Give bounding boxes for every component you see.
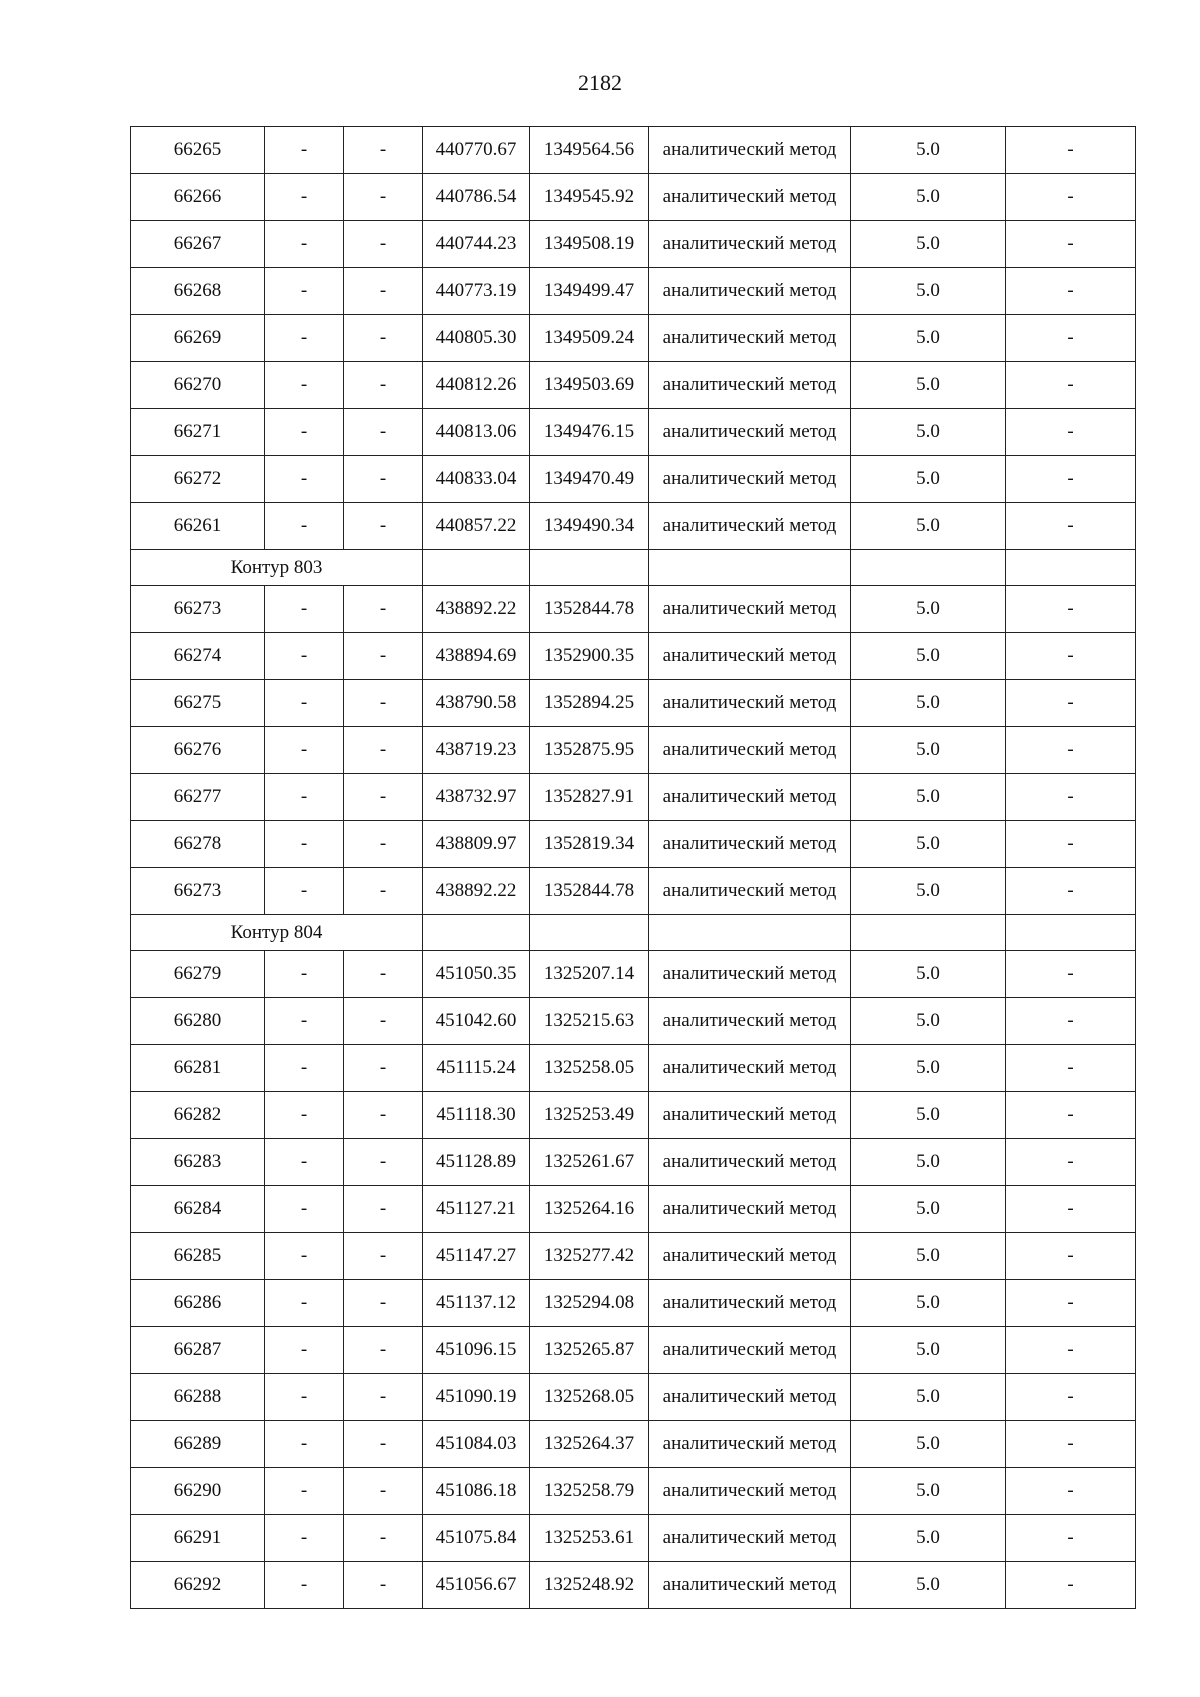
method-cell: аналитический метод [649,868,851,915]
table-row [131,127,1136,174]
point-number-cell: 66268 [131,268,265,315]
col3-cell: - [344,362,423,409]
empty-cell [851,915,1006,951]
accuracy-cell: 5.0 [851,174,1006,221]
point-number-cell: 66273 [131,586,265,633]
y-coordinate-cell: 1349545.92 [530,174,649,221]
col3-cell: - [344,633,423,680]
x-coordinate-cell: 451096.15 [423,1327,530,1374]
table-row [131,1421,1136,1468]
x-coordinate-cell: 451050.35 [423,951,530,998]
x-coordinate-cell: 440786.54 [423,174,530,221]
col8-cell: - [1006,127,1136,174]
col2-cell: - [265,586,344,633]
col8-cell: - [1006,1233,1136,1280]
point-number-cell: 66285 [131,1233,265,1280]
col2-cell: - [265,774,344,821]
col3-cell: - [344,1139,423,1186]
method-cell: аналитический метод [649,633,851,680]
y-coordinate-cell: 1325258.79 [530,1468,649,1515]
col2-cell: - [265,868,344,915]
table-row [131,503,1136,550]
accuracy-cell: 5.0 [851,1280,1006,1327]
accuracy-cell: 5.0 [851,586,1006,633]
point-number-cell: 66277 [131,774,265,821]
y-coordinate-cell: 1325253.49 [530,1092,649,1139]
y-coordinate-cell: 1325215.63 [530,998,649,1045]
method-cell: аналитический метод [649,951,851,998]
col8-cell: - [1006,633,1136,680]
point-number-cell: 66281 [131,1045,265,1092]
table-row [131,1280,1136,1327]
col2-cell: - [265,727,344,774]
y-coordinate-cell: 1352894.25 [530,680,649,727]
x-coordinate-cell: 451084.03 [423,1421,530,1468]
y-coordinate-cell: 1352827.91 [530,774,649,821]
method-cell: аналитический метод [649,1468,851,1515]
col2-cell: - [265,1374,344,1421]
method-cell: аналитический метод [649,362,851,409]
empty-cell [649,915,851,951]
col3-cell: - [344,774,423,821]
col8-cell: - [1006,727,1136,774]
table-row [131,727,1136,774]
method-cell: аналитический метод [649,586,851,633]
col2-cell: - [265,951,344,998]
accuracy-cell: 5.0 [851,868,1006,915]
contour-row [131,550,1136,586]
col3-cell: - [344,409,423,456]
accuracy-cell: 5.0 [851,1468,1006,1515]
method-cell: аналитический метод [649,268,851,315]
accuracy-cell: 5.0 [851,1045,1006,1092]
col3-cell: - [344,821,423,868]
accuracy-cell: 5.0 [851,315,1006,362]
col2-cell: - [265,1092,344,1139]
table-row [131,633,1136,680]
col2-cell: - [265,127,344,174]
col2-cell: - [265,1233,344,1280]
col8-cell: - [1006,1562,1136,1609]
col2-cell: - [265,998,344,1045]
accuracy-cell: 5.0 [851,951,1006,998]
y-coordinate-cell: 1325264.37 [530,1421,649,1468]
col3-cell: - [344,586,423,633]
col2-cell: - [265,1327,344,1374]
col8-cell: - [1006,268,1136,315]
x-coordinate-cell: 440857.22 [423,503,530,550]
col3-cell: - [344,268,423,315]
table-row [131,1139,1136,1186]
accuracy-cell: 5.0 [851,1421,1006,1468]
table-row [131,1374,1136,1421]
point-number-cell: 66282 [131,1092,265,1139]
accuracy-cell: 5.0 [851,268,1006,315]
col2-cell: - [265,221,344,268]
col8-cell: - [1006,998,1136,1045]
point-number-cell: 66275 [131,680,265,727]
col3-cell: - [344,1092,423,1139]
x-coordinate-cell: 451090.19 [423,1374,530,1421]
page-number: 2182 [578,70,622,95]
point-number-cell: 66291 [131,1515,265,1562]
col3-cell: - [344,1186,423,1233]
x-coordinate-cell: 451075.84 [423,1515,530,1562]
table-row [131,868,1136,915]
point-number-cell: 66279 [131,951,265,998]
col2-cell: - [265,1421,344,1468]
x-coordinate-cell: 440770.67 [423,127,530,174]
method-cell: аналитический метод [649,1186,851,1233]
col8-cell: - [1006,221,1136,268]
contour-label: Контур 803 [131,550,423,586]
accuracy-cell: 5.0 [851,409,1006,456]
col2-cell: - [265,268,344,315]
col8-cell: - [1006,774,1136,821]
col2-cell: - [265,1562,344,1609]
table-row [131,774,1136,821]
x-coordinate-cell: 451147.27 [423,1233,530,1280]
col3-cell: - [344,680,423,727]
col8-cell: - [1006,456,1136,503]
point-number-cell: 66278 [131,821,265,868]
y-coordinate-cell: 1325294.08 [530,1280,649,1327]
x-coordinate-cell: 440812.26 [423,362,530,409]
table-row [131,456,1136,503]
accuracy-cell: 5.0 [851,1327,1006,1374]
col8-cell: - [1006,315,1136,362]
table-row [131,1468,1136,1515]
point-number-cell: 66271 [131,409,265,456]
col8-cell: - [1006,174,1136,221]
col8-cell: - [1006,503,1136,550]
y-coordinate-cell: 1352844.78 [530,586,649,633]
empty-cell [423,915,530,951]
col8-cell: - [1006,1327,1136,1374]
col2-cell: - [265,1139,344,1186]
point-number-cell: 66288 [131,1374,265,1421]
table-row [131,1186,1136,1233]
col8-cell: - [1006,362,1136,409]
col3-cell: - [344,1421,423,1468]
col8-cell: - [1006,1139,1136,1186]
col8-cell: - [1006,821,1136,868]
point-number-cell: 66284 [131,1186,265,1233]
point-number-cell: 66289 [131,1421,265,1468]
y-coordinate-cell: 1325258.05 [530,1045,649,1092]
accuracy-cell: 5.0 [851,1139,1006,1186]
col2-cell: - [265,1045,344,1092]
y-coordinate-cell: 1349564.56 [530,127,649,174]
table-row [131,409,1136,456]
method-cell: аналитический метод [649,1045,851,1092]
table-row [131,998,1136,1045]
table-row [131,1045,1136,1092]
col3-cell: - [344,951,423,998]
method-cell: аналитический метод [649,1421,851,1468]
col8-cell: - [1006,951,1136,998]
col3-cell: - [344,174,423,221]
x-coordinate-cell: 440744.23 [423,221,530,268]
y-coordinate-cell: 1352900.35 [530,633,649,680]
x-coordinate-cell: 451086.18 [423,1468,530,1515]
x-coordinate-cell: 451042.60 [423,998,530,1045]
method-cell: аналитический метод [649,456,851,503]
col3-cell: - [344,315,423,362]
col2-cell: - [265,1468,344,1515]
method-cell: аналитический метод [649,1233,851,1280]
col2-cell: - [265,174,344,221]
accuracy-cell: 5.0 [851,221,1006,268]
col8-cell: - [1006,1280,1136,1327]
col2-cell: - [265,680,344,727]
accuracy-cell: 5.0 [851,1515,1006,1562]
col3-cell: - [344,998,423,1045]
point-number-cell: 66273 [131,868,265,915]
x-coordinate-cell: 438790.58 [423,680,530,727]
col2-cell: - [265,633,344,680]
point-number-cell: 66265 [131,127,265,174]
method-cell: аналитический метод [649,1280,851,1327]
accuracy-cell: 5.0 [851,503,1006,550]
col3-cell: - [344,456,423,503]
x-coordinate-cell: 451115.24 [423,1045,530,1092]
x-coordinate-cell: 438809.97 [423,821,530,868]
y-coordinate-cell: 1325277.42 [530,1233,649,1280]
col8-cell: - [1006,1468,1136,1515]
col8-cell: - [1006,680,1136,727]
table-row [131,1515,1136,1562]
y-coordinate-cell: 1349503.69 [530,362,649,409]
col2-cell: - [265,362,344,409]
contour-label: Контур 804 [131,915,423,951]
table-row [131,315,1136,362]
col3-cell: - [344,1562,423,1609]
accuracy-cell: 5.0 [851,1233,1006,1280]
accuracy-cell: 5.0 [851,774,1006,821]
x-coordinate-cell: 438892.22 [423,868,530,915]
x-coordinate-cell: 440833.04 [423,456,530,503]
accuracy-cell: 5.0 [851,1186,1006,1233]
point-number-cell: 66283 [131,1139,265,1186]
table-row [131,1233,1136,1280]
col8-cell: - [1006,1092,1136,1139]
col2-cell: - [265,1515,344,1562]
x-coordinate-cell: 438732.97 [423,774,530,821]
accuracy-cell: 5.0 [851,1562,1006,1609]
y-coordinate-cell: 1349508.19 [530,221,649,268]
col8-cell: - [1006,868,1136,915]
method-cell: аналитический метод [649,821,851,868]
col8-cell: - [1006,1515,1136,1562]
col8-cell: - [1006,1045,1136,1092]
table-row [131,1562,1136,1609]
y-coordinate-cell: 1325248.92 [530,1562,649,1609]
table-row [131,221,1136,268]
table-body [131,127,1136,1609]
col8-cell: - [1006,1186,1136,1233]
point-number-cell: 66276 [131,727,265,774]
table-row [131,586,1136,633]
col8-cell: - [1006,1421,1136,1468]
method-cell: аналитический метод [649,127,851,174]
coordinates-table [130,126,1136,1609]
point-number-cell: 66267 [131,221,265,268]
method-cell: аналитический метод [649,1515,851,1562]
col3-cell: - [344,1327,423,1374]
table-row [131,821,1136,868]
point-number-cell: 66286 [131,1280,265,1327]
method-cell: аналитический метод [649,1139,851,1186]
x-coordinate-cell: 440813.06 [423,409,530,456]
accuracy-cell: 5.0 [851,727,1006,774]
point-number-cell: 66272 [131,456,265,503]
col3-cell: - [344,1515,423,1562]
accuracy-cell: 5.0 [851,456,1006,503]
y-coordinate-cell: 1352844.78 [530,868,649,915]
contour-row [131,915,1136,951]
y-coordinate-cell: 1349509.24 [530,315,649,362]
y-coordinate-cell: 1349470.49 [530,456,649,503]
y-coordinate-cell: 1349499.47 [530,268,649,315]
col3-cell: - [344,1233,423,1280]
col3-cell: - [344,127,423,174]
empty-cell [1006,915,1136,951]
col2-cell: - [265,315,344,362]
method-cell: аналитический метод [649,998,851,1045]
method-cell: аналитический метод [649,727,851,774]
method-cell: аналитический метод [649,1092,851,1139]
method-cell: аналитический метод [649,1327,851,1374]
empty-cell [530,915,649,951]
col8-cell: - [1006,586,1136,633]
y-coordinate-cell: 1352819.34 [530,821,649,868]
col3-cell: - [344,1280,423,1327]
y-coordinate-cell: 1325265.87 [530,1327,649,1374]
accuracy-cell: 5.0 [851,127,1006,174]
table-row [131,680,1136,727]
accuracy-cell: 5.0 [851,362,1006,409]
point-number-cell: 66270 [131,362,265,409]
method-cell: аналитический метод [649,315,851,362]
col2-cell: - [265,409,344,456]
x-coordinate-cell: 438892.22 [423,586,530,633]
col8-cell: - [1006,409,1136,456]
col2-cell: - [265,1186,344,1233]
method-cell: аналитический метод [649,409,851,456]
method-cell: аналитический метод [649,1562,851,1609]
table-row [131,951,1136,998]
y-coordinate-cell: 1325268.05 [530,1374,649,1421]
table-row [131,1092,1136,1139]
col3-cell: - [344,1045,423,1092]
y-coordinate-cell: 1349490.34 [530,503,649,550]
method-cell: аналитический метод [649,174,851,221]
empty-cell [1006,550,1136,586]
col8-cell: - [1006,1374,1136,1421]
table-row [131,362,1136,409]
empty-cell [649,550,851,586]
x-coordinate-cell: 440773.19 [423,268,530,315]
method-cell: аналитический метод [649,680,851,727]
y-coordinate-cell: 1349476.15 [530,409,649,456]
method-cell: аналитический метод [649,221,851,268]
point-number-cell: 66280 [131,998,265,1045]
col3-cell: - [344,503,423,550]
accuracy-cell: 5.0 [851,1092,1006,1139]
empty-cell [530,550,649,586]
point-number-cell: 66287 [131,1327,265,1374]
accuracy-cell: 5.0 [851,821,1006,868]
empty-cell [851,550,1006,586]
y-coordinate-cell: 1325207.14 [530,951,649,998]
x-coordinate-cell: 438719.23 [423,727,530,774]
x-coordinate-cell: 451127.21 [423,1186,530,1233]
method-cell: аналитический метод [649,1374,851,1421]
y-coordinate-cell: 1352875.95 [530,727,649,774]
col2-cell: - [265,503,344,550]
accuracy-cell: 5.0 [851,680,1006,727]
table-row [131,268,1136,315]
point-number-cell: 66292 [131,1562,265,1609]
x-coordinate-cell: 451118.30 [423,1092,530,1139]
x-coordinate-cell: 451128.89 [423,1139,530,1186]
y-coordinate-cell: 1325264.16 [530,1186,649,1233]
col2-cell: - [265,456,344,503]
method-cell: аналитический метод [649,503,851,550]
x-coordinate-cell: 451137.12 [423,1280,530,1327]
col2-cell: - [265,1280,344,1327]
table-row [131,174,1136,221]
col3-cell: - [344,727,423,774]
accuracy-cell: 5.0 [851,998,1006,1045]
point-number-cell: 66261 [131,503,265,550]
col2-cell: - [265,821,344,868]
accuracy-cell: 5.0 [851,1374,1006,1421]
empty-cell [423,550,530,586]
point-number-cell: 66266 [131,174,265,221]
table-row [131,1327,1136,1374]
x-coordinate-cell: 451056.67 [423,1562,530,1609]
point-number-cell: 66274 [131,633,265,680]
point-number-cell: 66269 [131,315,265,362]
x-coordinate-cell: 438894.69 [423,633,530,680]
x-coordinate-cell: 440805.30 [423,315,530,362]
y-coordinate-cell: 1325253.61 [530,1515,649,1562]
col3-cell: - [344,1374,423,1421]
point-number-cell: 66290 [131,1468,265,1515]
accuracy-cell: 5.0 [851,633,1006,680]
col3-cell: - [344,868,423,915]
col3-cell: - [344,1468,423,1515]
y-coordinate-cell: 1325261.67 [530,1139,649,1186]
method-cell: аналитический метод [649,774,851,821]
col3-cell: - [344,221,423,268]
